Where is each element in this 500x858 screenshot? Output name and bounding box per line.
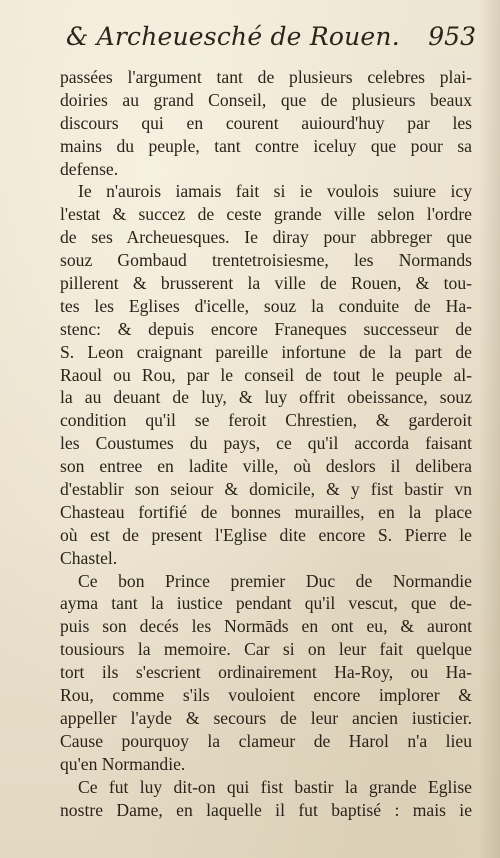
text-line: passées l'argument tant de plusieurs celebres plai- bbox=[60, 67, 472, 87]
text-line: les Coustumes du pays, ce qu'il accorda faisant bbox=[60, 433, 472, 454]
running-title: & Archeuesché de Rouen. bbox=[66, 22, 400, 51]
page-header bbox=[56, 18, 476, 58]
text-line: ayma tant la iustice pendant qu'il vescut, que de- bbox=[60, 593, 472, 614]
text-line: Chasteau fortifié de bonnes murailles, en la place bbox=[60, 501, 472, 522]
text-line: l'estat & succez de ceste grande ville selon l'ordre bbox=[60, 204, 472, 225]
text-line: de ses Archeuesques. Ie diray pour abbreger que bbox=[60, 227, 472, 248]
text-line: stenc: & depuis encore Franeques successeur de bbox=[60, 318, 472, 339]
page-gutter-shadow bbox=[478, 0, 500, 858]
text-line: Ce bon Prince premier Duc de Normandie bbox=[78, 570, 472, 591]
text-line: S. Leon craignant pareille infortune de la part de bbox=[60, 341, 472, 362]
text-line: Ce fut luy dit-on qui fist bastir la grande Eglise bbox=[78, 776, 472, 797]
text-line: puis son decés les Normāds en ont eu, & auront bbox=[60, 616, 472, 637]
text-line: tousiours la memoire. Car si on leur fait quelque bbox=[60, 639, 472, 660]
text-line: Ie n'aurois iamais fait si ie voulois suiure icy bbox=[78, 181, 472, 202]
text-line: tort ils s'escrient ordinairement Ha-Roy, ou Ha- bbox=[60, 662, 472, 683]
text-line: discours qui en courent auiourd'huy par les bbox=[60, 112, 472, 133]
text-line: d'establir son seiour & domicile, & y fist bastir vn bbox=[60, 479, 472, 500]
body-text bbox=[60, 66, 472, 821]
text-line: nostre Dame, en laquelle il fut baptisé : mais ie bbox=[60, 799, 472, 820]
text-line: Rou, comme s'ils vouloient encore implorer & bbox=[60, 685, 472, 706]
text-line: souz Gombaud trentetroisiesme, les Normands bbox=[60, 250, 472, 271]
text-line: Cause pourquoy la clameur de Harol n'a lieu bbox=[60, 730, 472, 751]
text-line: appeller l'ayde & secours de leur ancien iusticier. bbox=[60, 707, 472, 728]
text-line: Raoul ou Rou, par le conseil de tout le peuple al- bbox=[60, 364, 472, 385]
text-line: pillerent & brusserent la ville de Rouen, & tou- bbox=[60, 273, 472, 294]
text-line: son entree en ladite ville, où deslors il delibera bbox=[60, 456, 472, 477]
text-line: où est de present l'Eglise dite encore S. Pierre le bbox=[60, 524, 472, 545]
text-line: mains du peuple, tant contre iceluy que pour sa bbox=[60, 135, 472, 156]
text-line: tes les Eglises d'icelle, souz la conduite de Ha- bbox=[60, 295, 472, 316]
text-line: Chastel. bbox=[60, 547, 118, 568]
text-line: qu'en Normandie. bbox=[60, 753, 186, 774]
text-line: condition qu'il se feroit Chrestien, & garderoit bbox=[60, 410, 472, 431]
page-number: 953 bbox=[428, 22, 476, 51]
text-line: doiries au grand Conseil, que de plusieurs beaux bbox=[60, 89, 472, 110]
text-line: la au deuant de luy, & luy offrit obeissance, souz bbox=[60, 387, 472, 408]
text-line: defense. bbox=[60, 158, 119, 179]
